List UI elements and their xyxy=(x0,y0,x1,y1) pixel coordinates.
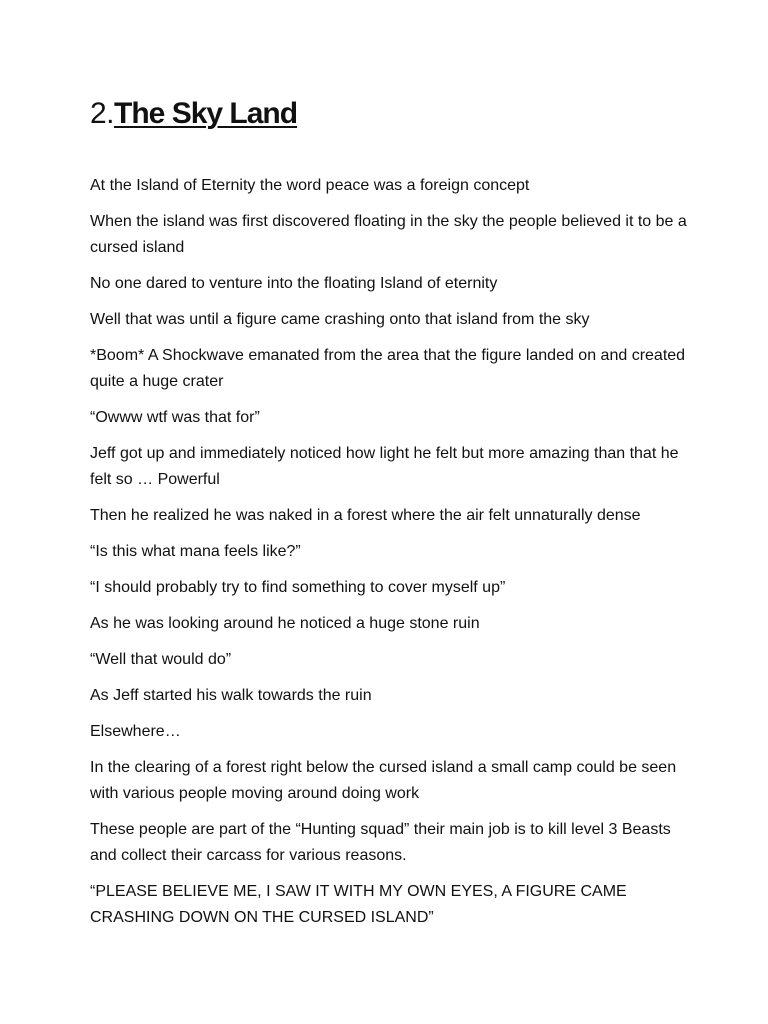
paragraph: “I should probably try to find something to cover myself up” xyxy=(90,579,506,596)
paragraph: Jeff got up and immediately noticed how light he felt but more amazing than that he felt so … Powerful xyxy=(90,445,679,488)
paragraph: As he was looking around he noticed a huge stone ruin xyxy=(90,615,480,632)
paragraph: When the island was first discovered floating in the sky the people believed it to be a cursed island xyxy=(90,213,687,256)
chapter-heading xyxy=(90,95,297,133)
paragraph: At the Island of Eternity the word peace was a foreign concept xyxy=(90,177,530,194)
chapter-number: 2. xyxy=(90,97,115,130)
chapter-body xyxy=(90,173,690,941)
paragraph: No one dared to venture into the floating Island of eternity xyxy=(90,275,498,292)
chapter-title: The Sky Land xyxy=(114,97,298,130)
paragraph: “Owww wtf was that for” xyxy=(90,409,260,426)
paragraph: Then he realized he was naked in a forest where the air felt unnaturally dense xyxy=(90,507,641,524)
paragraph: These people are part of the “Hunting squad” their main job is to kill level 3 Beasts and collect their carcass for various reasons. xyxy=(90,821,671,864)
paragraph: *Boom* A Shockwave emanated from the area that the figure landed on and created quite a huge crater xyxy=(90,347,686,390)
paragraph: In the clearing of a forest right below the cursed island a small camp could be seen with various people moving around doing work xyxy=(90,759,677,802)
paragraph: As Jeff started his walk towards the ruin xyxy=(90,687,372,704)
paragraph: Elsewhere… xyxy=(90,723,181,740)
paragraph: “Well that would do” xyxy=(90,651,232,668)
paragraph: “Is this what mana feels like?” xyxy=(90,543,301,560)
paragraph: “PLEASE BELIEVE ME, I SAW IT WITH MY OWN EYES, A FIGURE CAME CRASHING DOWN ON THE CURSED ISLAND” xyxy=(90,883,627,926)
paragraph: Well that was until a figure came crashing onto that island from the sky xyxy=(90,311,590,328)
